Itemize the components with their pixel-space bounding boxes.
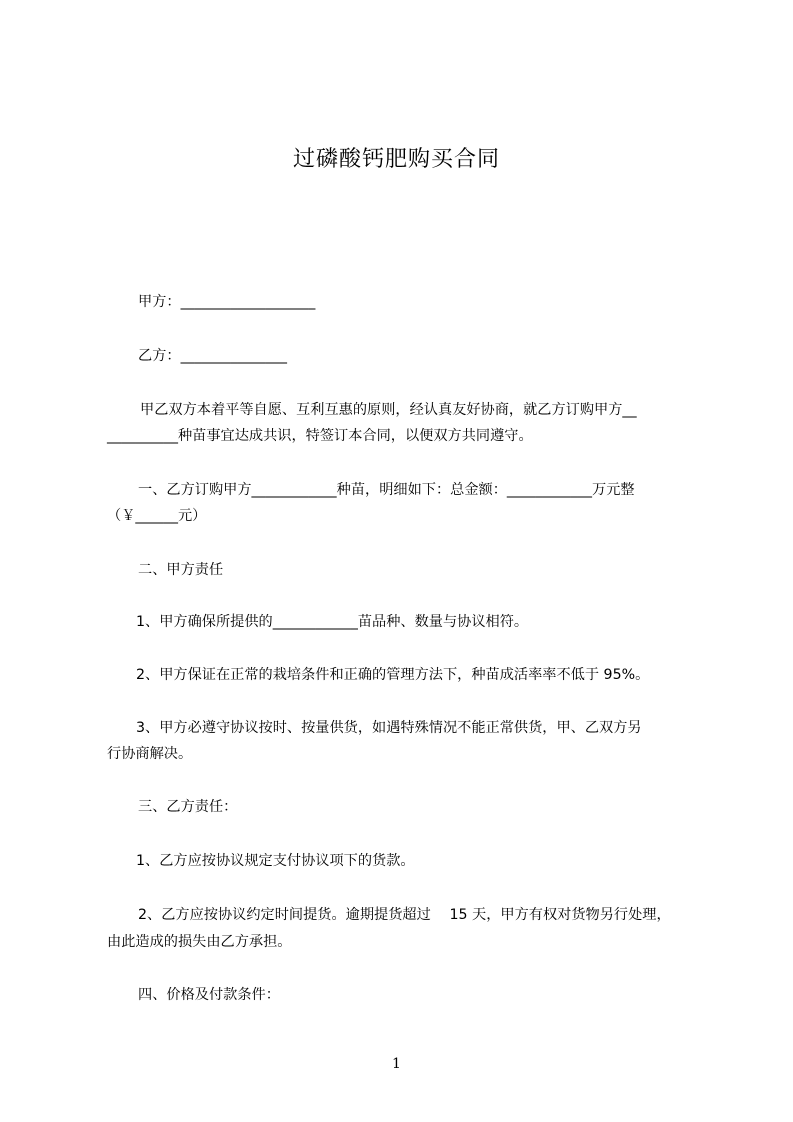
party-a-line: 甲方：___________________ bbox=[138, 294, 316, 310]
section-3-item-1: 1、乙方应按协议规定支付协议项下的货款。 bbox=[136, 853, 415, 869]
section-4-heading: 四、价格及付款条件： bbox=[138, 987, 280, 1003]
section-3-item-2-line-1: 2、乙方应按协议约定时间提货。逾期提货超过 15 天，甲方有权对货物另行处理， bbox=[138, 907, 671, 923]
intro-paragraph-line-2: __________种苗事宜达成共识，特签订本合同，以便双方共同遵守。 bbox=[107, 428, 533, 444]
section-2-item-2: 2、甲方保证在正常的栽培条件和正确的管理方法下，种苗成活率率不低于 95%。 bbox=[136, 667, 650, 683]
section-3-heading: 三、乙方责任： bbox=[138, 799, 238, 815]
party-b-line: 乙方：_______________ bbox=[138, 348, 287, 364]
clause-1-line-2: （￥______元） bbox=[107, 508, 207, 524]
page-number: 1 bbox=[392, 1056, 401, 1072]
section-3-item-2-line-2: 由此造成的损失由乙方承担。 bbox=[107, 934, 292, 950]
clause-1-line-1: 一、乙方订购甲方____________种苗，明细如下：总金额：____________万元整 bbox=[138, 482, 635, 498]
section-2-item-3-line-2: 行协商解决。 bbox=[107, 746, 193, 762]
section-2-item-3-line-1: 3、甲方必遵守协议按时、按量供货，如遇特殊情况不能正常供货，甲、乙双方另 bbox=[136, 720, 642, 736]
section-2-item-1: 1、甲方确保所提供的____________苗品种、数量与协议相符。 bbox=[136, 614, 529, 630]
page-title: 过磷酸钙肥购买合同 bbox=[292, 147, 500, 172]
section-2-heading: 二、甲方责任 bbox=[138, 562, 224, 578]
intro-paragraph-line-1: 甲乙双方本着平等自愿、互利互惠的原则，经认真友好协商，就乙方订购甲方__ bbox=[140, 402, 637, 418]
